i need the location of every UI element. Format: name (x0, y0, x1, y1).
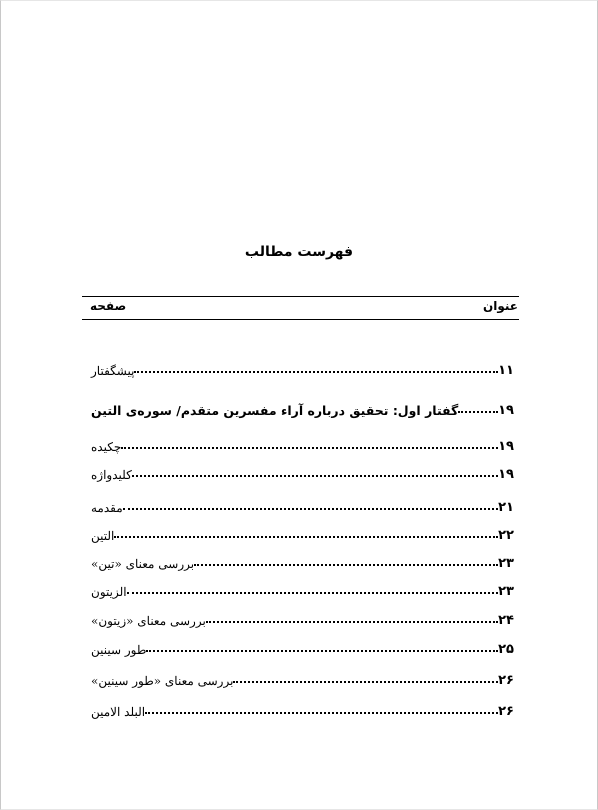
toc-entry (88, 577, 518, 599)
toc-dot-leader (132, 475, 498, 477)
toc-entry-page: ۱۹ (498, 439, 514, 454)
toc-entry (88, 432, 518, 454)
toc-entry-page: ۱۱ (498, 363, 514, 378)
toc-entry-label: بررسی معنای «زیتون» (91, 614, 206, 628)
toc-entry-page: ۲۶ (498, 673, 514, 688)
header-rule-bottom (82, 319, 519, 320)
toc-entry-page: ۱۹ (498, 403, 514, 418)
toc-entry-label: مقدمه (91, 501, 123, 515)
toc-entry (88, 635, 518, 657)
toc-dot-leader (145, 712, 498, 714)
column-header-page: صفحه (90, 299, 127, 313)
toc-entry (88, 521, 518, 543)
column-header-title: عنوان (483, 299, 518, 313)
toc-dot-leader (121, 447, 498, 449)
toc-entry (88, 460, 518, 482)
toc-entry-page: ۲۶ (498, 704, 514, 719)
toc-entry-label: چکیده (91, 440, 122, 454)
page-title: فهرست مطالب (244, 244, 354, 260)
toc-entry (88, 493, 518, 515)
toc-dot-leader (194, 564, 498, 566)
toc-entry (88, 697, 518, 719)
toc-entry (88, 666, 518, 688)
toc-entry-label: البلد الامین (91, 705, 146, 719)
toc-entry-label: التین (91, 529, 115, 543)
toc-entry-page: ۱۹ (498, 467, 514, 482)
toc-entry-label: گفتار اول: تحقیق درباره آراء مفسرین متقدم/ سوره‌ی التین (91, 403, 459, 418)
toc-dot-leader (206, 621, 498, 623)
toc-dot-leader (123, 508, 498, 510)
toc-dot-leader (233, 681, 498, 683)
toc-entry-page: ۲۳ (498, 584, 514, 599)
toc-entry-label: طور سینین (91, 643, 147, 657)
toc-entry-label: بررسی معنای «تین» (91, 557, 195, 571)
toc-entry-page: ۲۳ (498, 556, 514, 571)
toc-entry (88, 396, 518, 418)
toc-dot-leader (114, 536, 498, 538)
toc-dot-leader (146, 650, 498, 652)
toc-entry (88, 356, 518, 378)
toc-entry-label: کلیدواژه (91, 468, 132, 482)
header-rule-top (82, 296, 519, 297)
toc-dot-leader (127, 592, 499, 594)
toc-entry-page: ۲۱ (498, 500, 514, 515)
toc-dot-leader (458, 411, 498, 413)
toc-entry-page: ۲۲ (498, 528, 514, 543)
toc-dot-leader (134, 371, 498, 373)
toc-entry-page: ۲۴ (498, 613, 514, 628)
toc-entry (88, 549, 518, 571)
toc-entry-page: ۲۵ (498, 642, 514, 657)
toc-entry-label: الزیتون (91, 585, 127, 599)
toc-entry (88, 606, 518, 628)
toc-entry-label: بررسی معنای «طور سینین» (91, 674, 234, 688)
toc-entry-label: پیشگفتار (91, 364, 135, 378)
